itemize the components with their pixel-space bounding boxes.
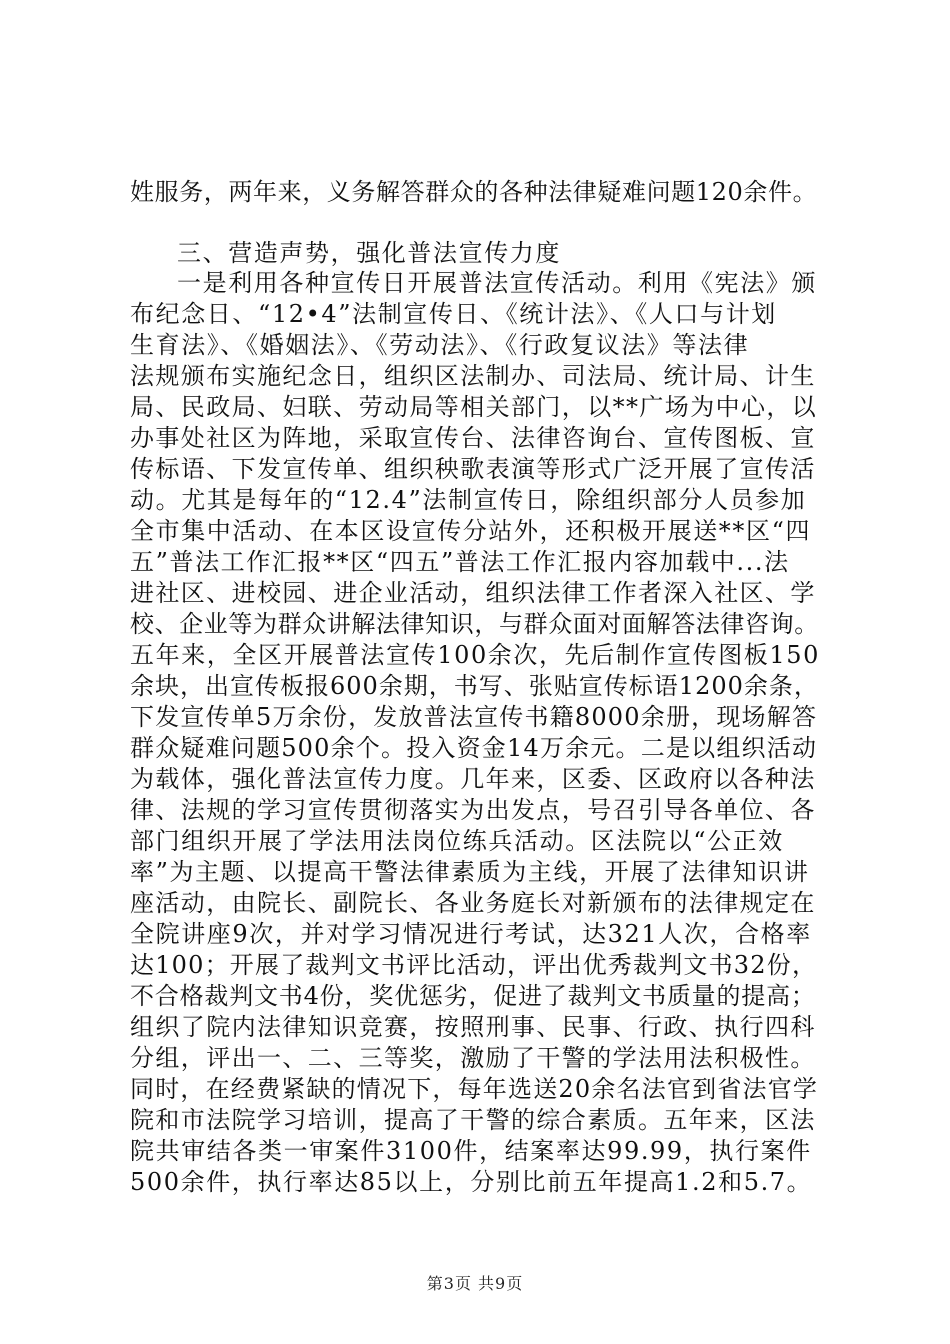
text-line: 座活动，由院长、副院长、各业务庭长对新颁布的法律规定在: [130, 889, 816, 917]
text-line: 办事处社区为阵地，采取宣传台、法律咨询台、宣传图板、宣: [130, 424, 816, 452]
text-line: 全市集中活动、在本区设宣传分站外，还积极开展送**区“四: [130, 517, 812, 545]
text-line: 校、企业等为群众讲解法律知识，与群众面对面解答法律咨询。: [130, 610, 819, 638]
text-line: 进社区、进校园、进企业活动，组织法律工作者深入社区、学: [130, 579, 816, 607]
text-line: 院和市法院学习培训，提高了干警的综合素质。五年来，区法: [130, 1106, 816, 1134]
text-line: 院共审结各类一审案件3100件，结案率达99.99，执行案件: [130, 1137, 812, 1165]
section-heading: 三、营造声势，强化普法宣传力度: [177, 239, 561, 267]
text-line: 生育法》、《婚姻法》、《劳动法》、《行政复议法》等法律: [130, 331, 750, 359]
paragraph-first-line: 一是利用各种宣传日开展普法宣传活动。利用《宪法》颁: [177, 269, 817, 297]
text-line: 布纪念日、“12•4”法制宣传日、《统计法》、《人口与计划: [130, 300, 777, 328]
text-line: 率”为主题、以提高干警法律素质为主线，开展了法律知识讲: [130, 858, 810, 886]
text-line: 为载体，强化普法宣传力度。几年来，区委、区政府以各种法: [130, 765, 816, 793]
text-line: 群众疑难问题500余个。投入资金14万余元。二是以组织活动: [130, 734, 818, 762]
text-line: 全院讲座9次，并对学习情况进行考试，达321人次，合格率: [130, 920, 812, 948]
text-line: 动。尤其是每年的“12.4”法制宣传日，除组织部分人员参加: [130, 486, 807, 514]
text-line: 五年来，全区开展普法宣传100余次，先后制作宣传图板150: [130, 641, 821, 669]
text-line: 下发宣传单5万余份，发放普法宣传书籍8000余册，现场解答: [130, 703, 818, 731]
text-line: 传标语、下发宣传单、组织秧歌表演等形式广泛开展了宣传活: [130, 455, 816, 483]
text-line: 500余件，执行率达85以上，分别比前五年提高1.2和5.7。: [130, 1168, 813, 1196]
text-line: 同时，在经费紧缺的情况下，每年选送20余名法官到省法官学: [130, 1075, 819, 1103]
page-number-footer: 第3页 共9页: [426, 1274, 524, 1293]
text-line: 法规颁布实施纪念日，组织区法制办、司法局、统计局、计生: [130, 362, 816, 390]
text-line: 余块，出宣传板报600余期，书写、张贴宣传标语1200余条，: [130, 672, 819, 700]
text-line: 组织了院内法律知识竞赛，按照刑事、民事、行政、执行四科: [130, 1013, 816, 1041]
text-line: 律、法规的学习宣传贯彻落实为出发点，号召引导各单位、各: [130, 796, 816, 824]
text-line: 姓服务，两年来，义务解答群众的各种法律疑难问题120余件。: [130, 178, 818, 206]
text-line: 五”普法工作汇报**区“四五”普法工作汇报内容加载中...法: [130, 548, 790, 576]
text-line: 达100；开展了裁判文书评比活动，评出优秀裁判文书32份，: [130, 951, 818, 979]
text-line: 局、民政局、妇联、劳动局等相关部门，以**广场为中心，以: [130, 393, 818, 421]
text-line: 不合格裁判文书4份，奖优惩劣，促进了裁判文书质量的提高；: [130, 982, 816, 1010]
text-line: 部门组织开展了学法用法岗位练兵活动。区法院以“公正效: [130, 827, 784, 855]
text-line: 分组，评出一、二、三等奖，激励了干警的学法用法积极性。: [130, 1044, 816, 1072]
